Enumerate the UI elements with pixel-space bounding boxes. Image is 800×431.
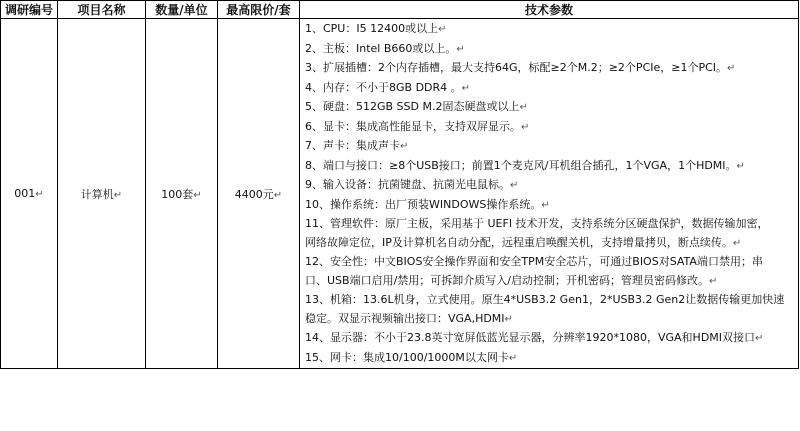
specs-cell <box>300 19 799 369</box>
spec-line-15: 15、网卡：集成10/100/1000M以太网卡↵ <box>305 350 518 364</box>
header-specs: 技术参数 <box>300 1 799 19</box>
spec-line-8: 8、端口与接口：≥8个USB接口；前置1个麦克风/耳机组合插孔，1个VGA，1个HDMI。↵ <box>305 158 745 172</box>
spec-line-2: 2、主板：Intel B660或以上。↵ <box>305 41 465 55</box>
spec-line-9: 9、输入设备：抗菌键盘、抗菌光电鼠标。↵ <box>305 178 519 191</box>
paragraph-mark-icon: ↵ <box>732 237 742 249</box>
spec-line-12a: 12、安全性：中文BIOS安全操作界面和安全TPM安全芯片，可通过BIOS对SATA端口禁用；串 <box>305 255 763 268</box>
header-name: 项目名称 <box>58 1 146 19</box>
paragraph-mark-icon: ↵ <box>736 160 745 172</box>
paragraph-mark-icon: ↵ <box>456 43 465 55</box>
spec-line-10: 10、操作系统：出厂预装WINDOWS操作系统。↵ <box>305 197 550 211</box>
id-value: 001 <box>14 187 36 200</box>
paragraph-mark-icon: ↵ <box>35 189 44 200</box>
spec-line-14: 14、显示器：不小于23.8英寸宽屏低蓝光显示器，分辨率1920*1080，VGA和HDMI双接口↵ <box>305 331 764 344</box>
name-cell <box>58 19 146 369</box>
paragraph-mark-icon: ↵ <box>727 63 736 74</box>
spec-line-1: 1、CPU：I5 12400或以上↵ <box>305 22 447 35</box>
header-row <box>1 1 799 19</box>
spec-line-11a: 11、管理软件：原厂主板，采用基于 UEFI 技术开发，支持系统分区硬盘保护，数据传输加密， <box>305 217 769 230</box>
paragraph-mark-icon: ↵ <box>193 189 202 201</box>
paragraph-mark-icon: ↵ <box>510 180 519 191</box>
paragraph-mark-icon: ↵ <box>755 333 764 344</box>
spec-line-11b: 网络故障定位，IP及计算机名自动分配，远程重启唤醒关机，支持增量拷贝，断点续传。↵ <box>305 235 742 249</box>
spec-line-3: 3、扩展插槽：2个内存插槽，最大支持64G，标配≥2个M.2；≥2个PCIe，≥1个PCI。↵ <box>305 61 736 74</box>
header-id: 调研编号 <box>1 1 58 19</box>
table-row <box>1 19 799 369</box>
spec-line-13b: 稳定。双显示视频输出接口：VGA,HDMI↵ <box>305 311 513 325</box>
quantity-value: 100套 <box>161 187 194 201</box>
paragraph-mark-icon: ↵ <box>709 275 718 287</box>
header-max-price: 最高限价/套 <box>218 1 300 19</box>
spec-line-4: 4、内存：不小于8GB DDR4 。↵ <box>305 80 471 94</box>
name-value: 计算机 <box>80 187 114 201</box>
spec-line-6: 6、显卡：集成高性能显卡，支持双屏显示。↵ <box>305 119 530 133</box>
quantity-cell <box>146 19 218 369</box>
spec-line-7: 7、声卡：集成声卡↵ <box>305 139 409 152</box>
spec-line-12b: 口、USB端口启用/禁用；可拆卸介质写入/启动控制；开机密码；管理员密码修改。↵ <box>305 273 718 287</box>
max-price-value: 4400元 <box>234 187 274 201</box>
spec-line-13a: 13、机箱：13.6L机身，立式使用。原生4*USB3.2 Gen1，2*USB3.2 Gen2让数据传输更加快速 <box>305 293 785 306</box>
paragraph-mark-icon: ↵ <box>113 189 123 201</box>
id-cell <box>1 19 58 369</box>
paragraph-mark-icon: ↵ <box>521 121 530 133</box>
header-quantity: 数量/单位 <box>146 1 218 19</box>
max-price-cell <box>218 19 300 369</box>
paragraph-mark-icon: ↵ <box>541 199 550 211</box>
paragraph-mark-icon: ↵ <box>504 313 513 325</box>
paragraph-mark-icon: ↵ <box>519 102 528 113</box>
paragraph-mark-icon: ↵ <box>461 82 471 94</box>
paragraph-mark-icon: ↵ <box>400 141 409 152</box>
paragraph-mark-icon: ↵ <box>508 352 518 364</box>
paragraph-mark-icon: ↵ <box>273 189 283 201</box>
paragraph-mark-icon: ↵ <box>438 24 447 35</box>
spec-line-5: 5、硬盘：512GB SSD M.2固态硬盘或以上↵ <box>305 100 528 113</box>
